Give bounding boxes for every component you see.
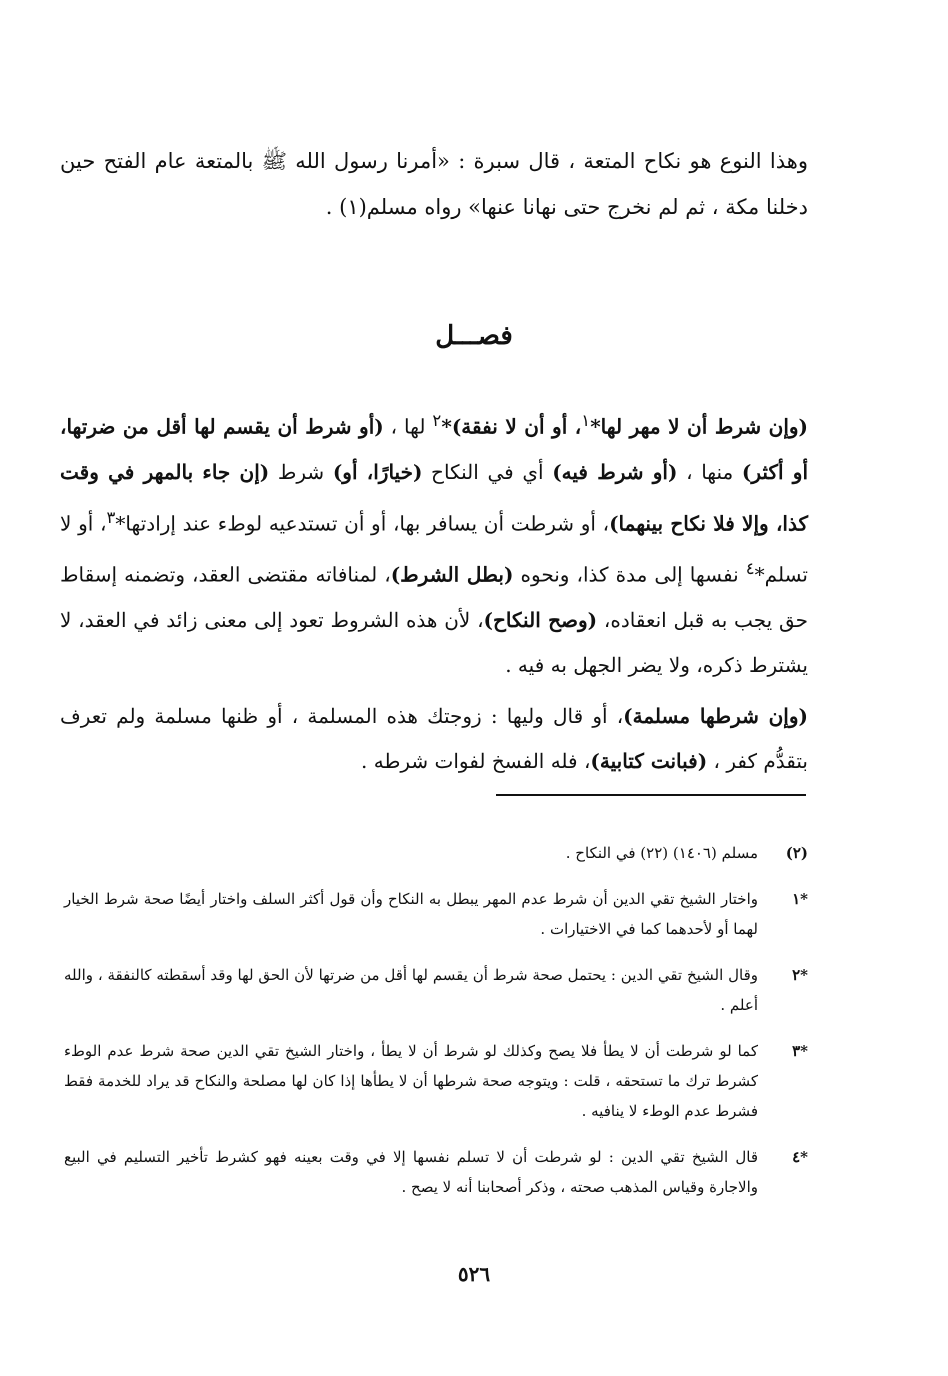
footnote — [64, 884, 808, 944]
paragraph-conditions — [60, 398, 808, 688]
footnote-marker: *١ — [792, 890, 808, 908]
footnote — [64, 960, 808, 1020]
footnote — [64, 1142, 808, 1202]
footnote-marker: (٢) — [785, 844, 808, 862]
matn-text: (بطل الشرط) — [390, 562, 514, 587]
intro-paragraph: وهذا النوع هو نكاح المتعة ، قال سبرة : «أمرنا رسول الله ﷺ بالمتعة عام الفتح حين دخلنا مكة ، ثم لم نخرج حتى نهانا عنها» رواه مسلم(١) . — [60, 149, 808, 219]
note-marker: ١ — [581, 411, 591, 430]
matn-text: (وإن شرط أن لا مهر لها* — [590, 414, 809, 439]
matn-text: (أو شرط أن يقسم لها أقل من ضرتها، أو أكثر) — [60, 414, 809, 484]
commentary-text: لها ، — [383, 414, 433, 439]
commentary-text: ، أو شرطت أن يسافر بها، أو أن تستدعيه لوطء عند إرادتها* — [115, 511, 610, 536]
footnote-divider — [496, 794, 806, 796]
commentary-text: ، أو قال وليها : زوجتك هذه المسلمة ، أو ظنها مسلمة ولم تعرف بتقدُّم كفر ، — [60, 703, 808, 773]
footnote-marker: *٤ — [792, 1148, 808, 1166]
commentary-text: أي في النكاح — [422, 459, 553, 484]
footnotes — [64, 838, 808, 1218]
footnote-text: وقال الشيخ تقي الدين : يحتمل صحة شرط أن يقسم لها أقل من ضرتها لأن الحق لها وقد أسقطته كالنفقة ، والله أعلم . — [64, 966, 758, 1014]
note-marker: ٢ — [432, 411, 442, 430]
matn-text: (أو شرط فيه) — [552, 459, 678, 484]
commentary-text: منها ، — [677, 459, 742, 484]
commentary-text: نفسها إلى مدة كذا، ونحوه — [513, 562, 746, 587]
footnote-text: واختار الشيخ تقي الدين أن شرط عدم المهر يبطل به النكاح وأن قول أكثر السلف واختار أيضًا صحة شرط الخيار لهما أو لأحدهما كما في الاختيارات . — [64, 890, 758, 938]
commentary-text: ، لمنافاته مقتضى العقد، وتضمنه إسقاط حق يجب به قبل انعقاده، — [60, 562, 808, 632]
footnote-marker: *٢ — [792, 966, 808, 984]
section-heading: فصـــل — [435, 321, 513, 351]
commentary-text: ، لأن هذه الشروط تعود إلى معنى زائد في العقد، لا يشترط ذكره، ولا يضر الجهل به فيه . — [60, 607, 808, 677]
commentary-text: شرط — [269, 459, 333, 484]
commentary-text: ، أو لا تسلم* — [60, 511, 808, 587]
footnote — [64, 1036, 808, 1126]
matn-text: (خيارًا، أو) — [332, 459, 423, 484]
footnote — [64, 838, 808, 868]
matn-text: (وإن شرطها مسلمة) — [623, 703, 808, 728]
matn-text: (وصح النكاح) — [483, 607, 598, 632]
note-marker: ٣ — [106, 507, 116, 527]
body-text — [60, 398, 808, 784]
footnote-text: قال الشيخ تقي الدين : لو شرطت أن لا تسلم نفسها إلا في وقت بعينه فهو كشرط تأخير التسليم في البيع والاجارة وقياس المذهب صحته ، وذكر أصحابنا أنه لا يصح . — [64, 1148, 758, 1196]
footnote-text: مسلم (١٤٠٦) (٢٢) في النكاح . — [565, 844, 758, 862]
commentary-text: ، فله الفسخ لفوات شرطه . — [361, 748, 591, 773]
page-number: ٥٢٦ — [457, 1262, 491, 1286]
paragraph-muslim-condition — [60, 694, 808, 784]
footnote-marker: *٣ — [792, 1042, 808, 1060]
matn-text: (فبانت كتابية) — [590, 748, 708, 773]
matn-text: ، أو أن لا نفقة)* — [441, 414, 582, 439]
note-marker: ٤ — [745, 559, 755, 579]
matn-text: (إن جاء بالمهر في وقت كذا، وإلا فلا نكاح بينهما) — [60, 459, 808, 536]
footnote-text: كما لو شرطت أن لا يطأ فلا يصح وكذلك لو شرط أن لا يطأ ، واختار الشيخ تقي الدين صحة شرط عدم الوطء كشرط ترك ما تستحقه ، قلت : ويتوجه صحة شرطها أن لا يطأها إذا كان لها مصلحة والنكاح قد يراد للخدمة فقط فشرط عدم الوطء لا ينافيه . — [64, 1042, 758, 1120]
